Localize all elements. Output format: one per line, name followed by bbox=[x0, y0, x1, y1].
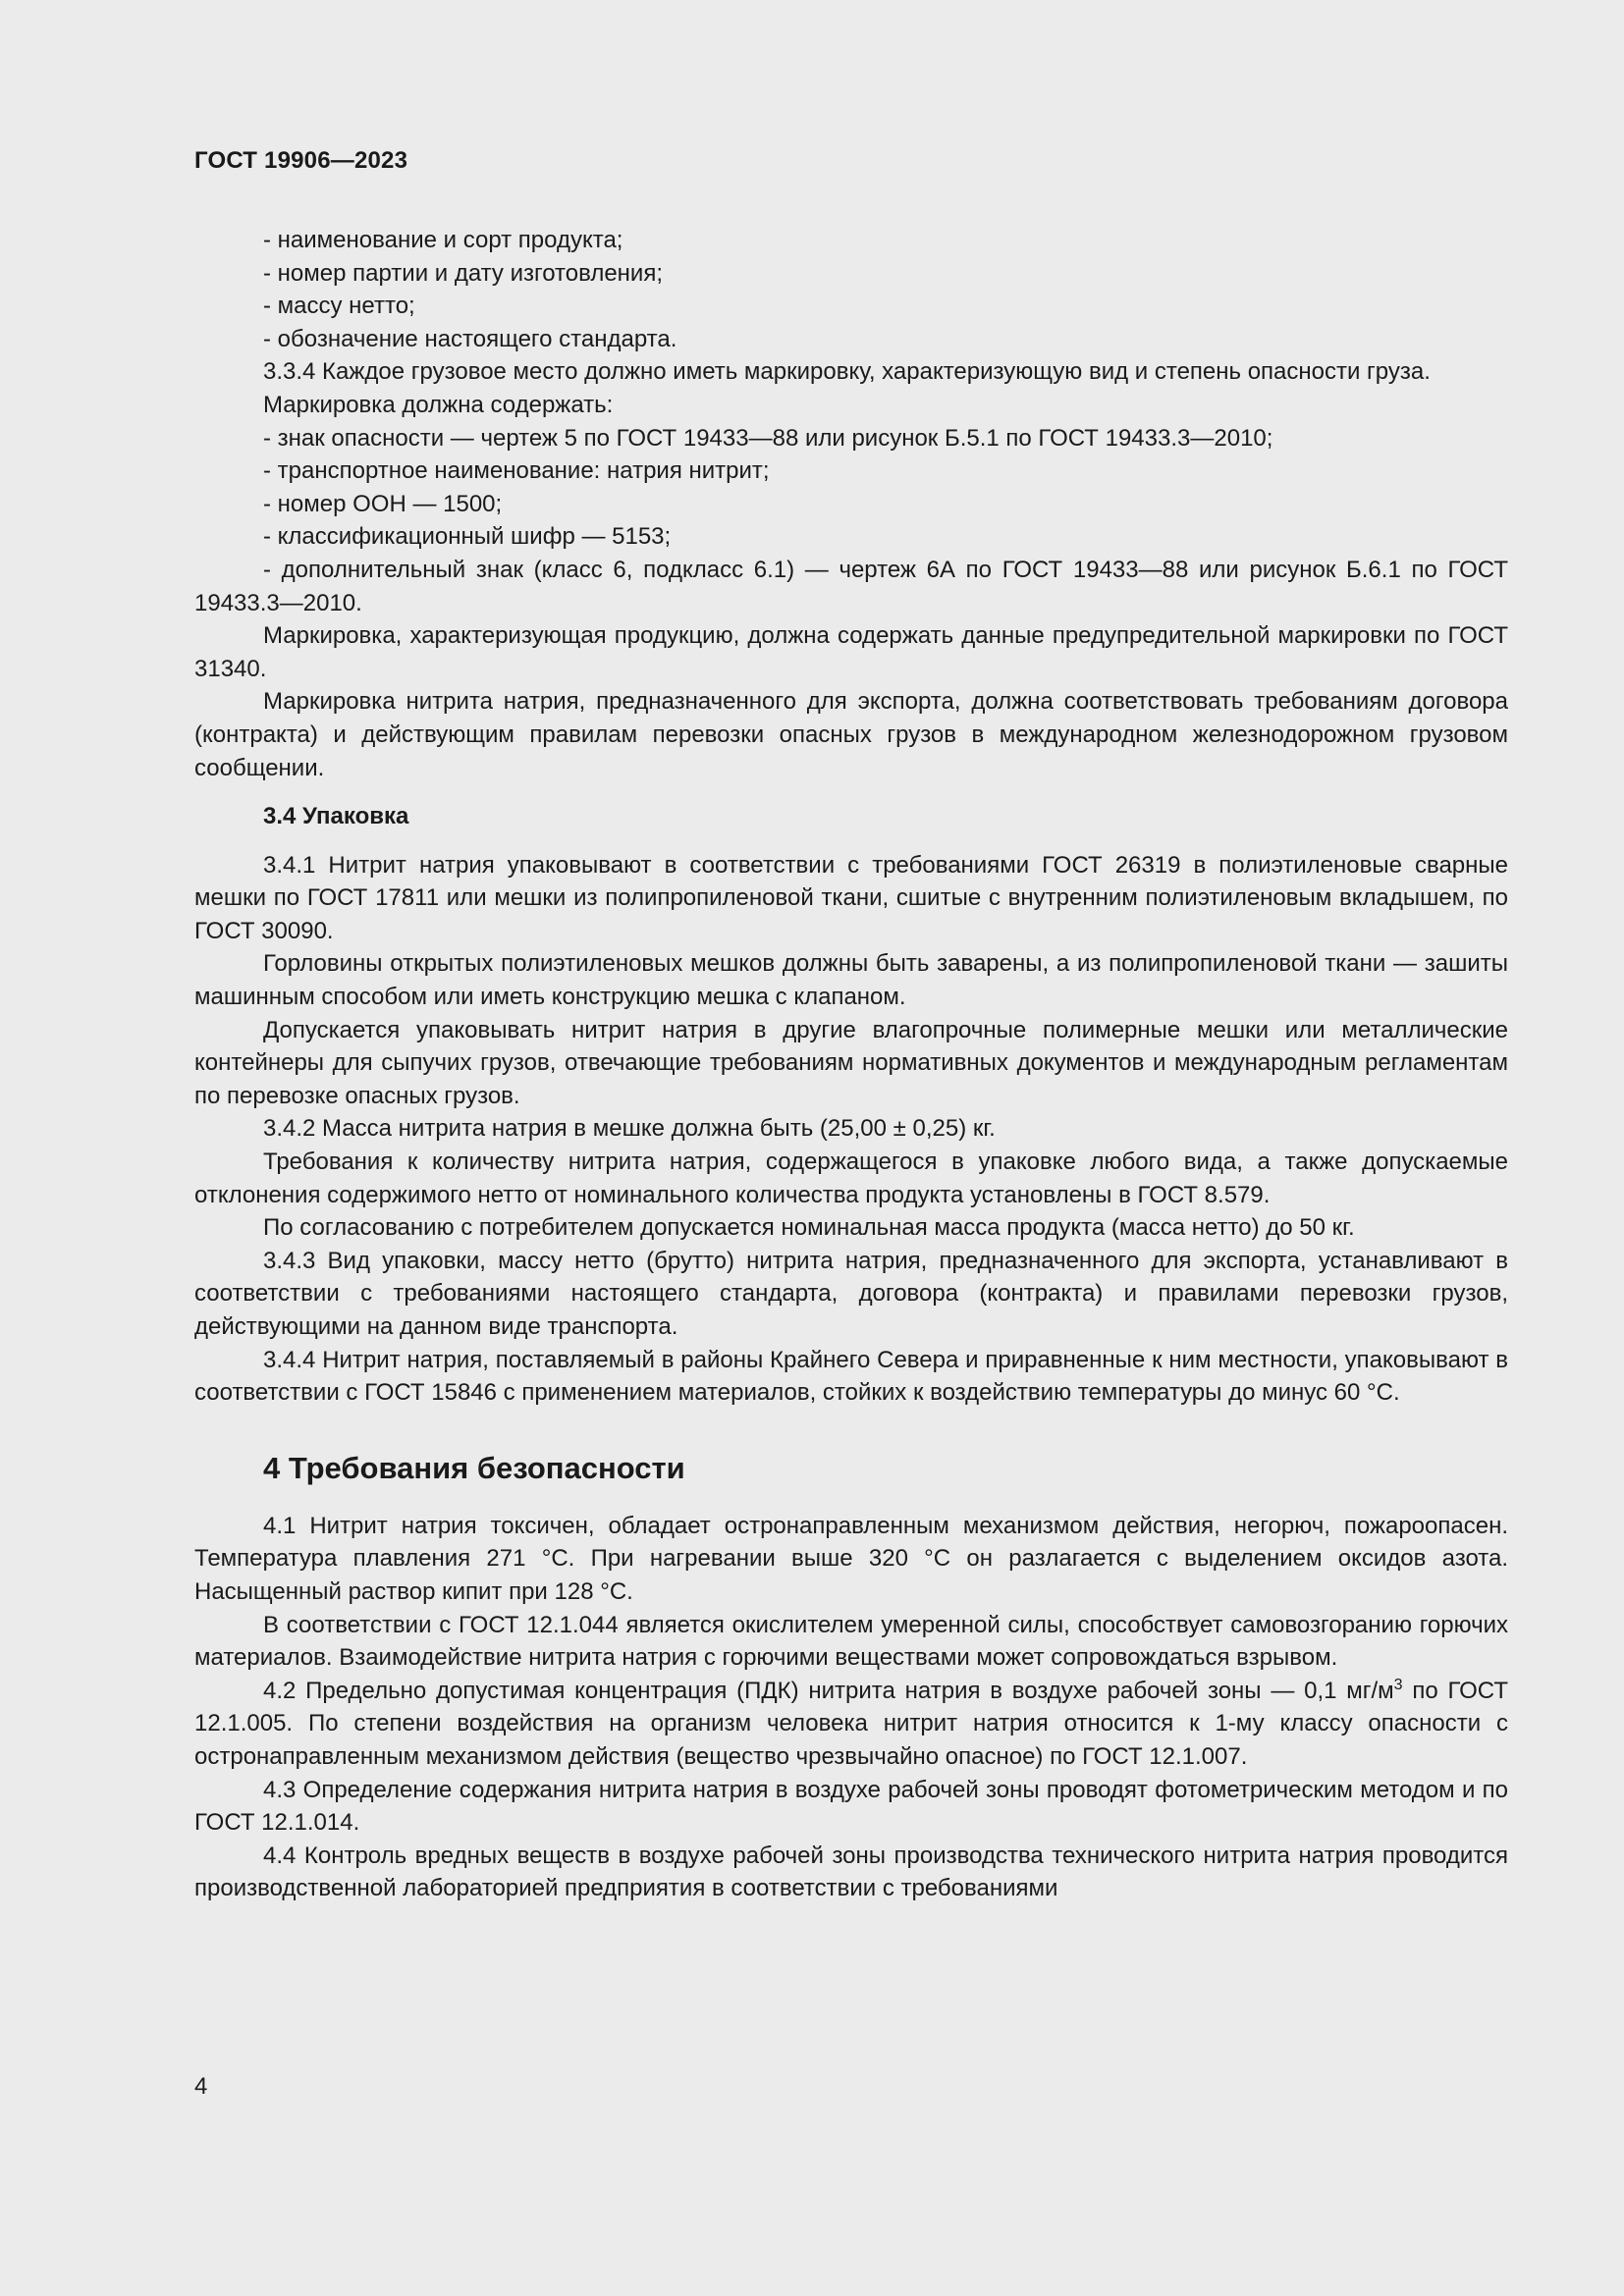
paragraph-3-4-4: 3.4.4 Нитрит натрия, поставляемый в районы Крайнего Севера и приравненные к ним местности, упаковывают в соответствии с ГОСТ 15846 с применением материалов, стойких к воздействию температуры до минус 60 °С. bbox=[194, 1346, 1508, 1407]
list-item: - обозначение настоящего стандарта. bbox=[263, 325, 677, 352]
paragraph-marking-product: Маркировка, характеризующая продукцию, должна содержать данные предупредительной маркировки по ГОСТ 31340. bbox=[194, 622, 1508, 682]
list-item: - наименование и сорт продукта; bbox=[263, 227, 623, 253]
paragraph-3-4-2: 3.4.2 Масса нитрита натрия в мешке должна быть (25,00 ± 0,25) кг. bbox=[263, 1115, 996, 1143]
paragraph-bag-necks: Горловины открытых полиэтиленовых мешков должны быть заварены, а из полипропиленовой ткани — зашиты машинным способом или иметь конструкцию мешка с клапаном. bbox=[194, 950, 1508, 1011]
paragraph-4-2-part-2: по ГОСТ 12.1.005. По степени воздействия на организм человека нитрит натрия относится к 1-му классу опасности с остронаправленным механизмом действия (вещество чрезвычайно опасное) по ГОСТ 12.1.007. bbox=[194, 1677, 1508, 1770]
document-body bbox=[194, 224, 1508, 1905]
superscript-cubic: 3 bbox=[1393, 1676, 1403, 1693]
paragraph-4-3: 4.3 Определение содержания нитрита натрия в воздухе рабочей зоны проводят фотометрическим методом и по ГОСТ 12.1.014. bbox=[194, 1776, 1508, 1837]
paragraph-marking-export: Маркировка нитрита натрия, предназначенного для экспорта, должна соответствовать требованиям договора (контракта) и действующим правилам перевозки опасных грузов в международном железнодорожном грузовом сообщении. bbox=[194, 688, 1508, 781]
list-item: - массу нетто; bbox=[263, 293, 415, 320]
paragraph-4-2-part-1: 4.2 Предельно допустимая концентрация (ПДК) нитрита натрия в воздухе рабочей зоны — 0,1 мг/м bbox=[263, 1677, 1394, 1704]
subsection-heading-3-4: 3.4 Упаковка bbox=[263, 803, 409, 830]
paragraph-4-1: 4.1 Нитрит натрия токсичен, обладает остронаправленным механизмом действия, негорюч, пожароопасен. Температура плавления 271 °С. При нагревании выше 320 °С он разлагается с выделением оксидов азота. Насыщенный раствор кипит при 128 °С. bbox=[194, 1512, 1508, 1605]
list-item: - классификационный шифр — 5153; bbox=[263, 523, 672, 551]
document-code-header: ГОСТ 19906—2023 bbox=[194, 147, 408, 174]
list-item: - номер ООН — 1500; bbox=[263, 490, 503, 517]
section-heading-4: 4 Требования безопасности bbox=[263, 1450, 685, 1485]
paragraph-4-4: 4.4 Контроль вредных веществ в воздухе рабочей зоны производства технического нитрита натрия проводится производственной лабораторией предприятия в соответствии с требованиями bbox=[194, 1842, 1508, 1902]
list-item: - дополнительный знак (класс 6, подкласс 6.1) — чертеж 6А по ГОСТ 19433—88 или рисунок Б.6.1 по ГОСТ 19433.3—2010. bbox=[194, 556, 1508, 616]
product-marking-list bbox=[194, 224, 1508, 355]
paragraph-3-4-1: 3.4.1 Нитрит натрия упаковывают в соответствии с требованиями ГОСТ 26319 в полиэтиленовые сварные мешки по ГОСТ 17811 или мешки из полипропиленовой ткани, сшитые с внутренним полиэтиленовым вкладышем, по ГОСТ 30090. bbox=[194, 851, 1508, 944]
page-number: 4 bbox=[194, 2073, 208, 2100]
paragraph-3-3-4: 3.3.4 Каждое грузовое место должно иметь маркировку, характеризующую вид и степень опасности груза. bbox=[263, 358, 1431, 386]
paragraph-4-1-oxidizer: В соответствии с ГОСТ 12.1.044 является окислителем умеренной силы, способствует самовозгоранию горючих материалов. Взаимодействие нитрита натрия с горючими веществами может сопровождаться взрывом. bbox=[194, 1611, 1508, 1672]
list-item: - транспортное наименование: натрия нитрит; bbox=[263, 457, 770, 485]
paragraph-consumer-agreement: По согласованию с потребителем допускается номинальная масса продукта (масса нетто) до 50 кг. bbox=[263, 1214, 1355, 1242]
hazard-marking-list bbox=[194, 422, 1508, 620]
paragraph-3-4-3: 3.4.3 Вид упаковки, массу нетто (брутто) нитрита натрия, предназначенного для экспорта, устанавливают в соответствии с требованиями настоящего стандарта, договора (контракта) и правилами перевозки грузов, действующими на данном виде транспорта. bbox=[194, 1247, 1508, 1340]
paragraph-4-2 bbox=[194, 1675, 1508, 1774]
paragraph-marking-must-contain: Маркировка должна содержать: bbox=[263, 391, 614, 418]
list-item: - знак опасности — чертеж 5 по ГОСТ 19433—88 или рисунок Б.5.1 по ГОСТ 19433.3—2010; bbox=[263, 424, 1273, 452]
paragraph-packaging-allowed: Допускается упаковывать нитрит натрия в другие влагопрочные полимерные мешки или металлические контейнеры для сыпучих грузов, отвечающие требованиям нормативных документов и международным регламентам по перевозке опасных грузов. bbox=[194, 1016, 1508, 1109]
list-item: - номер партии и дату изготовления; bbox=[263, 259, 663, 287]
paragraph-quantity-requirements: Требования к количеству нитрита натрия, содержащегося в упаковке любого вида, а также допускаемые отклонения содержимого нетто от номинального количества продукта установлены в ГОСТ 8.579. bbox=[194, 1148, 1508, 1208]
